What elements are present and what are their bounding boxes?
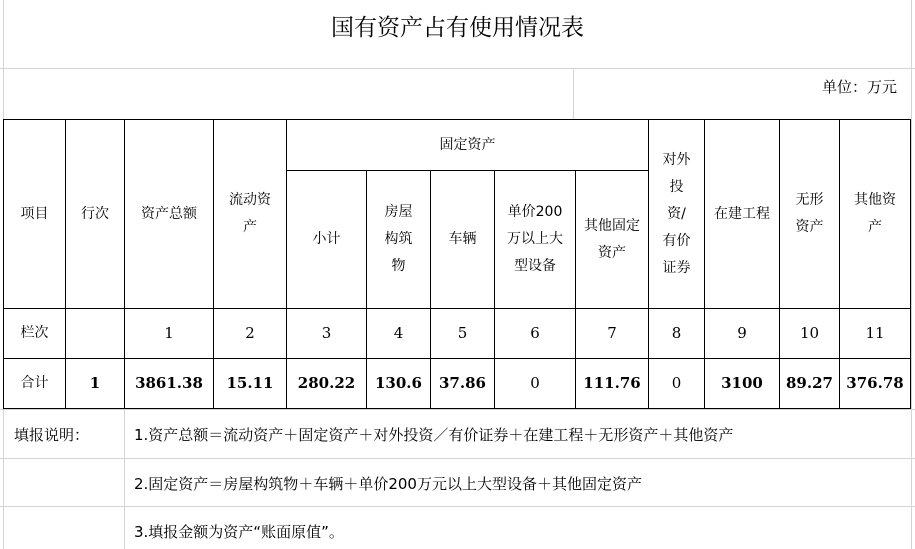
header-current-assets: 流动资产	[214, 120, 287, 309]
page-title: 国有资产占有使用情况表	[331, 15, 584, 41]
gridline	[0, 409, 915, 410]
header-fixed-assets: 固定资产	[287, 120, 649, 171]
total-value: 376.78	[840, 359, 911, 409]
gridline	[911, 0, 912, 549]
note-item: 1.资产总额＝流动资产＋固定资产＋对外投资／有价证券＋在建工程＋无形资产＋其他资产	[134, 426, 734, 444]
total-value: 130.6	[367, 359, 431, 409]
column-number: 11	[840, 309, 911, 359]
header-buildings: 房屋构筑物	[367, 171, 431, 309]
column-number: 7	[576, 309, 649, 359]
gridline	[124, 409, 125, 549]
column-number: 8	[649, 309, 705, 359]
column-number: 1	[125, 309, 214, 359]
total-value: 15.11	[214, 359, 287, 409]
gridline	[0, 458, 915, 459]
column-number: 10	[780, 309, 840, 359]
gridline	[0, 506, 915, 507]
unit-label: 单位：万元	[821, 78, 897, 96]
column-number: 2	[214, 309, 287, 359]
gridline	[0, 68, 915, 69]
total-value: 280.22	[287, 359, 367, 409]
total-value: 3100	[705, 359, 780, 409]
note-item: 3.填报金额为资产“账面原值”。	[134, 523, 344, 541]
header-construction: 在建工程	[705, 120, 780, 309]
header-investments: 对外投资/有价证券	[649, 120, 705, 309]
header-large-equipment: 单价200万以上大型设备	[495, 171, 576, 309]
total-value: 0	[495, 359, 576, 409]
header-other-assets: 其他资产	[840, 120, 911, 309]
total-value: 3861.38	[125, 359, 214, 409]
column-number-row	[4, 309, 911, 359]
total-row-no: 1	[66, 359, 125, 409]
column-row-blank	[66, 309, 125, 359]
header-subtotal: 小计	[287, 171, 367, 309]
total-value: 89.27	[780, 359, 840, 409]
header-intangible: 无形资产	[780, 120, 840, 309]
assets-table	[3, 119, 911, 409]
note-item: 2.固定资产＝房屋构筑物＋车辆＋单价200万元以上大型设备＋其他固定资产	[134, 475, 642, 493]
header-vehicles: 车辆	[431, 171, 495, 309]
header-item: 项目	[4, 120, 66, 309]
column-number: 4	[367, 309, 431, 359]
total-row	[4, 359, 911, 409]
total-value: 0	[649, 359, 705, 409]
header-total-assets: 资产总额	[125, 120, 214, 309]
column-number: 6	[495, 309, 576, 359]
column-number: 5	[431, 309, 495, 359]
column-number: 9	[705, 309, 780, 359]
notes-label: 填报说明：	[14, 426, 90, 444]
total-value: 111.76	[576, 359, 649, 409]
column-number: 3	[287, 309, 367, 359]
header-other-fixed: 其他固定资产	[576, 171, 649, 309]
header-row-no: 行次	[66, 120, 125, 309]
total-row-label: 合计	[4, 359, 66, 409]
total-value: 37.86	[431, 359, 495, 409]
column-row-label: 栏次	[4, 309, 66, 359]
gridline	[573, 68, 574, 119]
